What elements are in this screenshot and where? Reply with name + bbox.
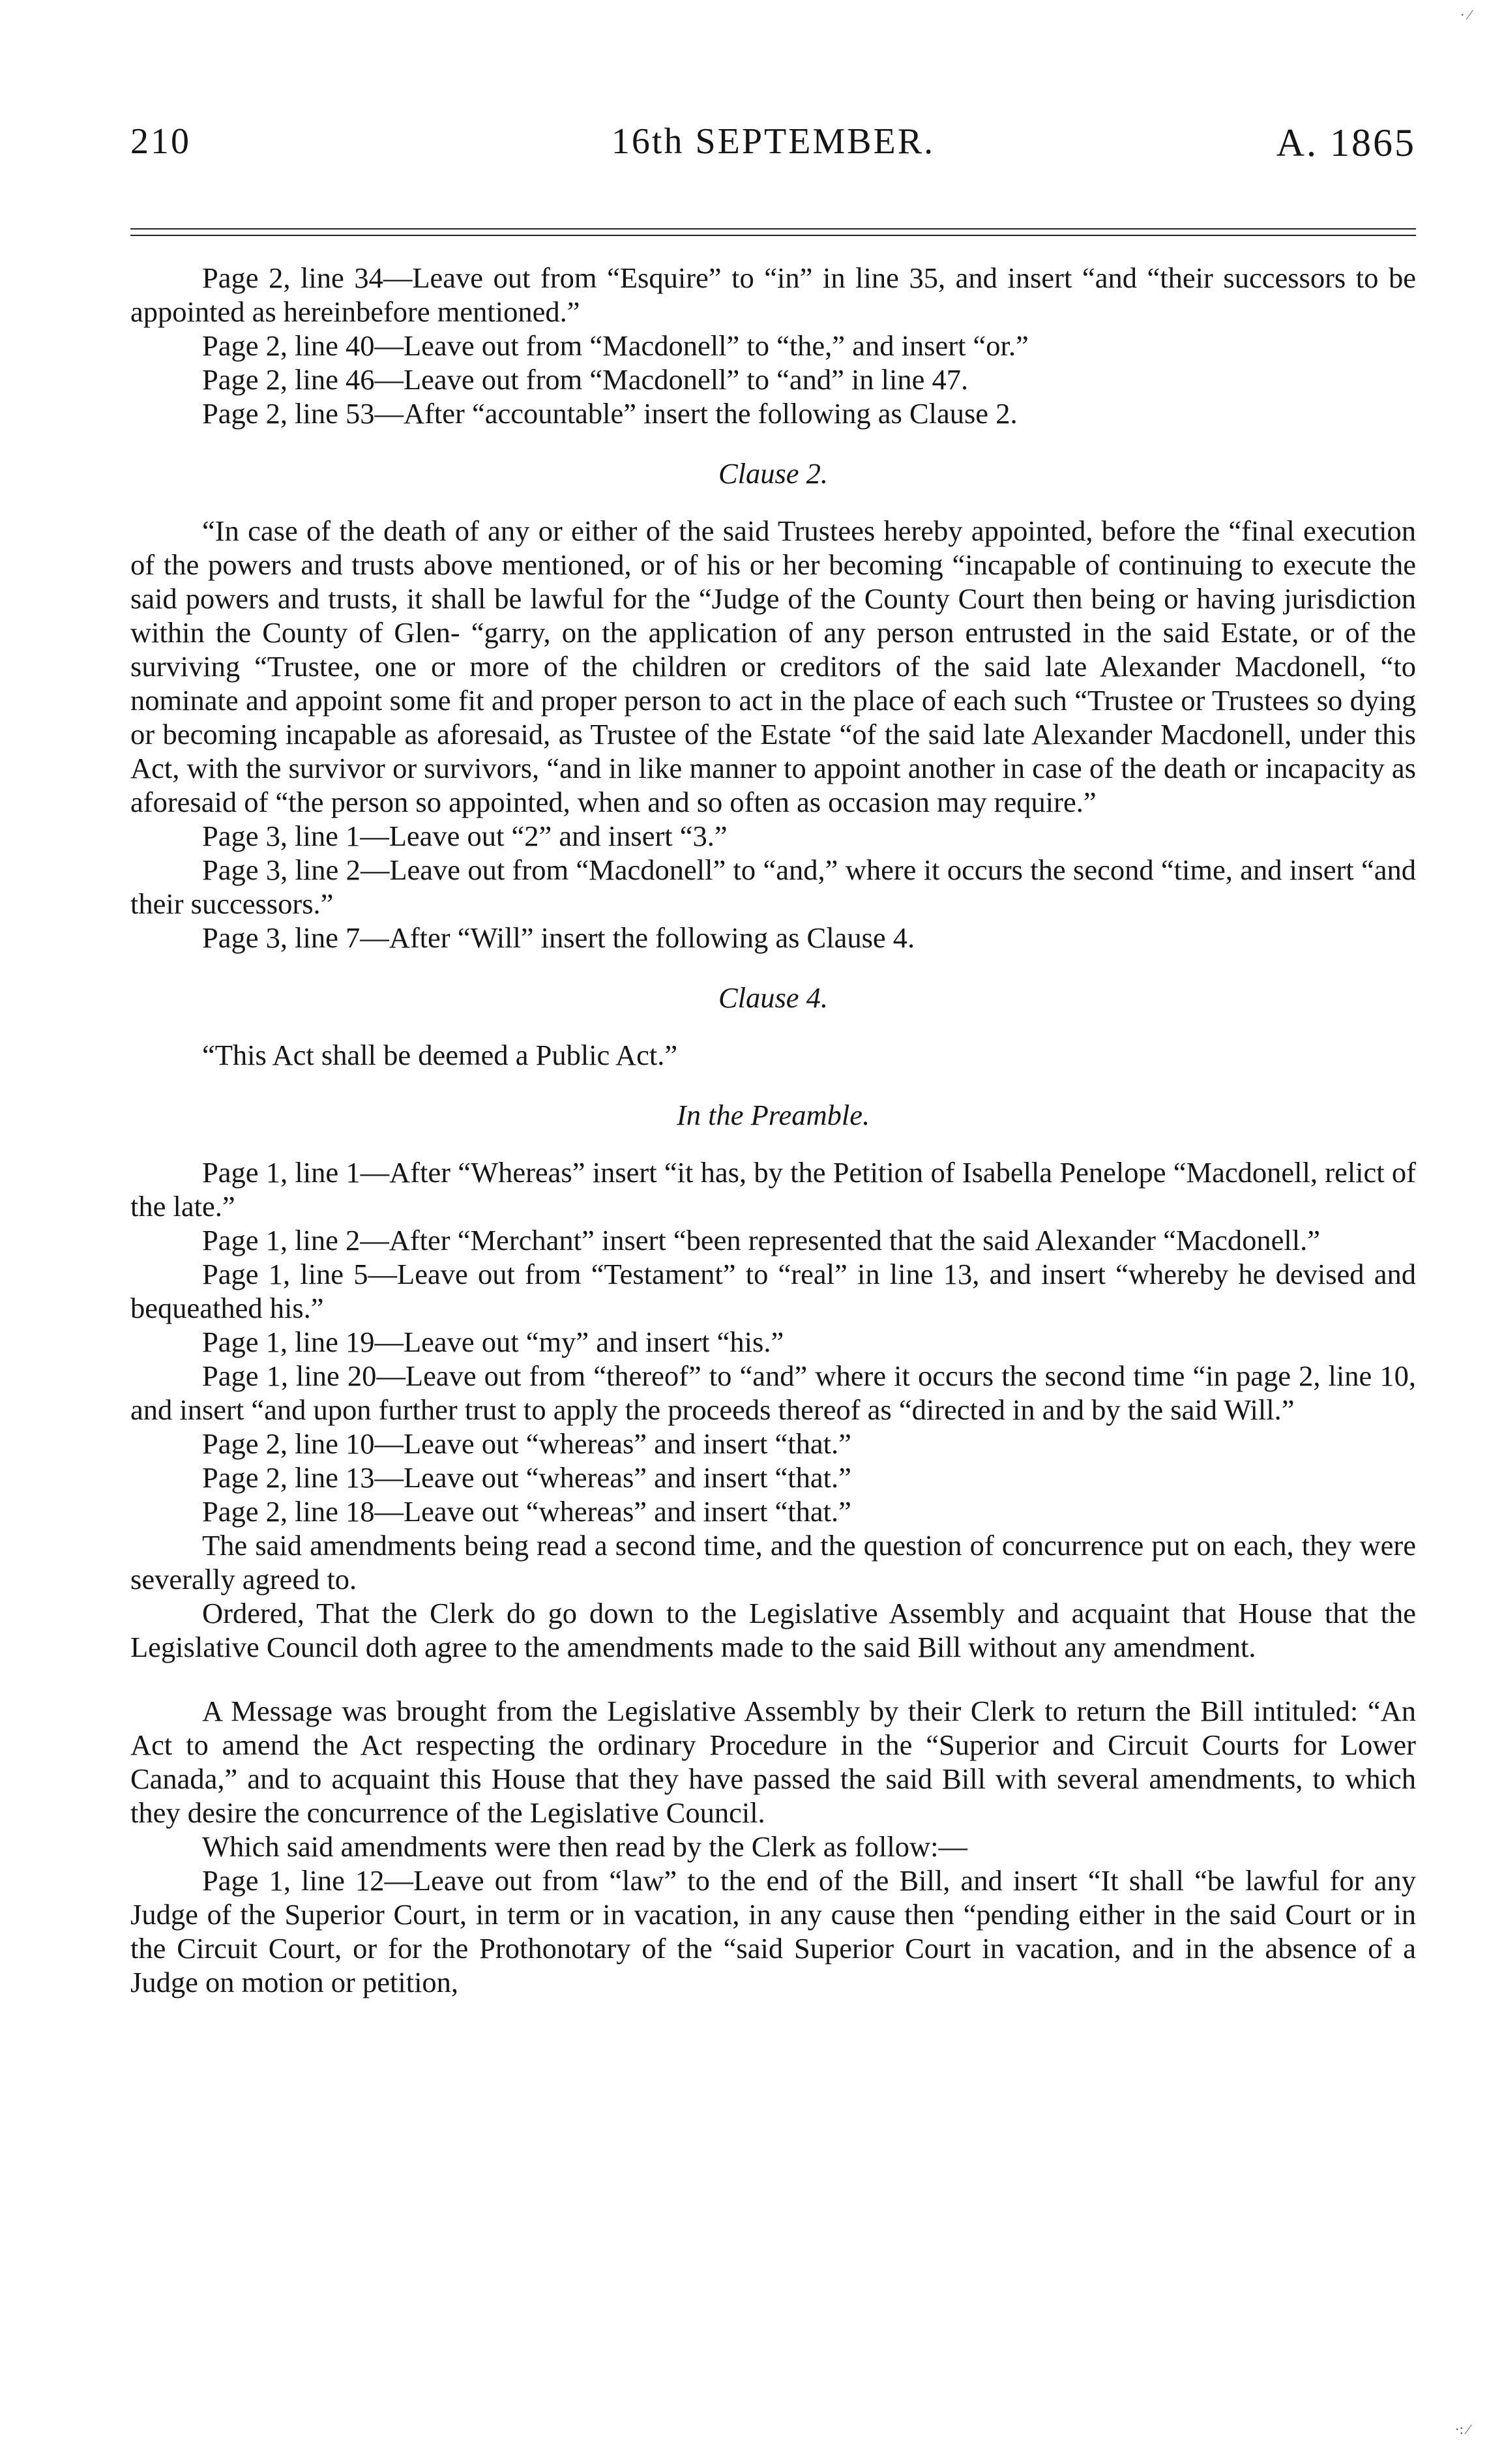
preamble-p1-l19: Page 1, line 19—Leave out “my” and insert “his.”	[202, 1326, 784, 1358]
preamble-p2-l10: Page 2, line 10—Leave out “whereas” and insert “that.”	[202, 1427, 851, 1460]
preamble-p2-l13: Page 2, line 13—Leave out “whereas” and insert “that.”	[202, 1461, 851, 1494]
ordered-paragraph: Ordered, That the Clerk do go down to the Legislative Assembly and acquaint that House that the Legislative Council doth agree to the amendments made to the said Bill without any amendment.	[130, 1597, 1416, 1663]
amendments-read-paragraph: The said amendments being read a second time, and the question of concurrence put on each, they were severally agreed to.	[130, 1529, 1416, 1596]
preamble-p1-l5: Page 1, line 5—Leave out from “Testament” to “real” in line 13, and insert “whereby he devised and bequeathed his.”	[130, 1258, 1416, 1324]
header-rule-bottom	[130, 235, 1416, 236]
amendment-p3-l1: Page 3, line 1—Leave out “2” and insert “3.”	[202, 820, 728, 852]
header-rule-top	[130, 228, 1416, 230]
preamble-p1-l1: Page 1, line 1—After “Whereas” insert “it has, by the Petition of Isabella Penelope “Macdonell, relict of the late.”	[130, 1156, 1416, 1223]
page-year: A. 1865	[1276, 121, 1416, 164]
preamble-heading: In the Preamble.	[676, 1099, 870, 1131]
amendment-p2-l46: Page 2, line 46—Leave out from “Macdonell” to “and” in line 47.	[202, 363, 969, 396]
amendment-p2-l34: Page 2, line 34—Leave out from “Esquire” to “in” in line 35, and insert “and “their successors to be appointed as hereinbefore mentioned.”	[130, 261, 1416, 328]
page-date: 16th SEPTEMBER.	[611, 121, 936, 162]
amendment-p2-l40: Page 2, line 40—Leave out from “Macdonell” to “the,” and insert “or.”	[202, 329, 1029, 362]
amendment-p3-l2: Page 3, line 2—Leave out from “Macdonell” to “and,” where it occurs the second “time, and insert “and their successors.”	[130, 853, 1416, 920]
clause-2-text: “In case of the death of any or either of the said Trustees hereby appointed, before the “final execution of the powers and trusts above mentioned, or of his or her becoming “incapable of continuing to execute the said powers and trusts, it shall be lawful for the “Judge of the County Court then being or having jurisdiction within the County of Glen- “garry, on the application of any person entrusted in the said Estate, or of the surviving “Trustee, one or more of the children or creditors of the said late Alexander Macdonell, “to nominate and appoint some fit and proper person to act in the place of each such “Trustee or Trustees so dying or becoming incapable as aforesaid, as Trustee of the Estate “of the said late Alexander Macdonell, under this Act, with the survivor or survivors, “and in like manner to appoint another in case of the death or incapacity as aforesaid of “the person so appointed, when and so often as occasion may require.”	[130, 514, 1416, 818]
page-number: 210	[130, 121, 191, 162]
margin-specks: · ⁄	[1460, 7, 1471, 23]
which-read-paragraph: Which said amendments were then read by the Clerk as follow:—	[202, 1830, 967, 1863]
amendment-p3-l7: Page 3, line 7—After “Will” insert the following as Clause 4.	[202, 921, 915, 954]
clause-4-heading: Clause 4.	[718, 981, 829, 1014]
message-paragraph: A Message was brought from the Legislative Assembly by their Clerk to return the Bill intituled: “An Act to amend the Act respecting the ordinary Procedure in the “Superior and Circuit Courts for Lower Canada,” and to acquaint this House that they have passed the said Bill with several amendments, to which they desire the concurrence of the Legislative Council.	[130, 1695, 1416, 1829]
preamble-p2-l18: Page 2, line 18—Leave out “whereas” and insert “that.”	[202, 1495, 851, 1528]
amendment-p2-l53: Page 2, line 53—After “accountable” insert the following as Clause 2.	[202, 397, 1018, 430]
document-body	[130, 261, 1416, 1999]
amendment-p1-l12: Page 1, line 12—Leave out from “law” to the end of the Bill, and insert “It shall “be lawful for any Judge of the Superior Court, in term or in vacation, in any cause then “pending either in the said Court or in the Circuit Court, or for the Prothonotary of the “said Superior Court in vacation, and in the absence of a Judge on motion or petition,	[130, 1864, 1416, 1998]
page-header	[130, 121, 1416, 173]
margin-specks-bottom: ·: ⁄	[1454, 2421, 1469, 2437]
paragraph-gap	[130, 1664, 1416, 1694]
clause-4-text: “This Act shall be deemed a Public Act.”	[202, 1039, 678, 1071]
preamble-p1-l20: Page 1, line 20—Leave out from “thereof” to “and” where it occurs the second time “in page 2, line 10, and insert “and upon further trust to apply the proceeds thereof as “directed in and by the said Will.”	[130, 1359, 1416, 1426]
preamble-p1-l2: Page 1, line 2—After “Merchant” insert “been represented that the said Alexander “Macdonell.”	[202, 1224, 1321, 1256]
clause-2-heading: Clause 2.	[718, 457, 829, 490]
